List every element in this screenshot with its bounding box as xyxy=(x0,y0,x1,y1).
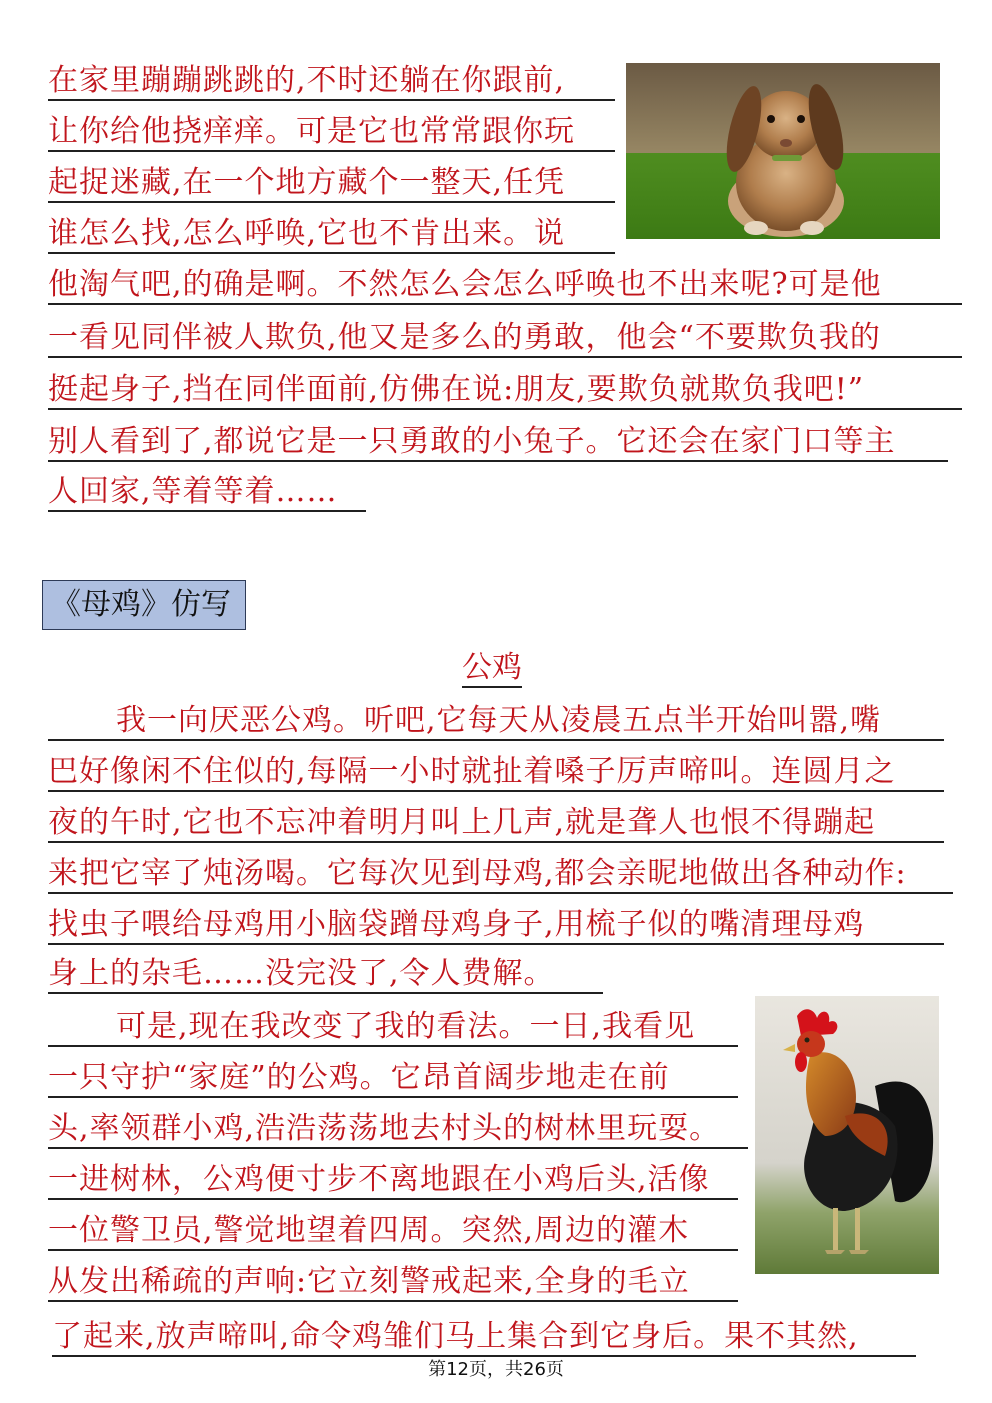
essay-text-line: 巴好像闲不住似的,每隔一小时就扯着嗓子厉声啼叫。连圆月之 xyxy=(48,751,944,793)
essay-text-line: 从发出稀疏的声响:它立刻警戒起来,全身的毛立 xyxy=(48,1261,738,1303)
essay-text-line: 一只守护“家庭”的公鸡。它昂首阔步地走在前 xyxy=(48,1057,738,1099)
rabbit-text-line: 在家里蹦蹦跳跳的,不时还躺在你跟前, xyxy=(48,60,615,102)
rooster-photo xyxy=(755,996,939,1274)
essay-text-line: 一位警卫员,警觉地望着四周。突然,周边的灌木 xyxy=(48,1210,738,1252)
essay-text-line: 夜的午时,它也不忘冲着明月叫上几声,就是聋人也恨不得蹦起 xyxy=(48,802,944,844)
rabbit-photo xyxy=(626,63,940,239)
page-footer: 第12页，共26页 xyxy=(428,1359,564,1380)
essay-text-line: 我一向厌恶公鸡。听吧,它每天从凌晨五点半开始叫嚣,嘴 xyxy=(48,700,944,742)
essay-title: 公鸡 xyxy=(462,648,522,688)
essay-text-line: 头,率领群小鸡,浩浩荡荡地去村头的树林里玩耍。 xyxy=(48,1108,748,1150)
essay-text-line: 了起来,放声啼叫,命令鸡雏们马上集合到它身后。果不其然, xyxy=(52,1316,916,1358)
rabbit-text-line: 别人看到了,都说它是一只勇敢的小兔子。它还会在家门口等主 xyxy=(48,421,948,463)
section-label: 《母鸡》仿写 xyxy=(42,580,246,630)
rabbit-text-line: 起捉迷藏,在一个地方藏个一整天,任凭 xyxy=(48,162,615,204)
essay-text-line: 一进树林，公鸡便寸步不离地跟在小鸡后头,活像 xyxy=(48,1159,738,1201)
rabbit-text-line: 他淘气吧,的确是啊。不然怎么会怎么呼唤也不出来呢?可是他 xyxy=(48,264,962,306)
rabbit-text-line: 人回家,等着等着…… xyxy=(48,471,366,513)
essay-text-line: 找虫子喂给母鸡用小脑袋蹭母鸡身子,用梳子似的嘴清理母鸡 xyxy=(48,904,944,946)
essay-text-line: 来把它宰了炖汤喝。它每次见到母鸡,都会亲昵地做出各种动作: xyxy=(48,853,953,895)
rabbit-text-line: 让你给他挠痒痒。可是它也常常跟你玩 xyxy=(48,111,615,153)
essay-text-line: 身上的杂毛……没完没了,令人费解。 xyxy=(48,953,603,995)
rabbit-text-line: 一看见同伴被人欺负,他又是多么的勇敢，他会“不要欺负我的 xyxy=(48,317,962,359)
rabbit-text-line: 谁怎么找,怎么呼唤,它也不肯出来。说 xyxy=(48,213,615,255)
essay-text-line: 可是,现在我改变了我的看法。一日,我看见 xyxy=(48,1006,738,1048)
rabbit-text-line: 挺起身子,挡在同伴面前,仿佛在说:朋友,要欺负就欺负我吧!” xyxy=(48,369,962,411)
